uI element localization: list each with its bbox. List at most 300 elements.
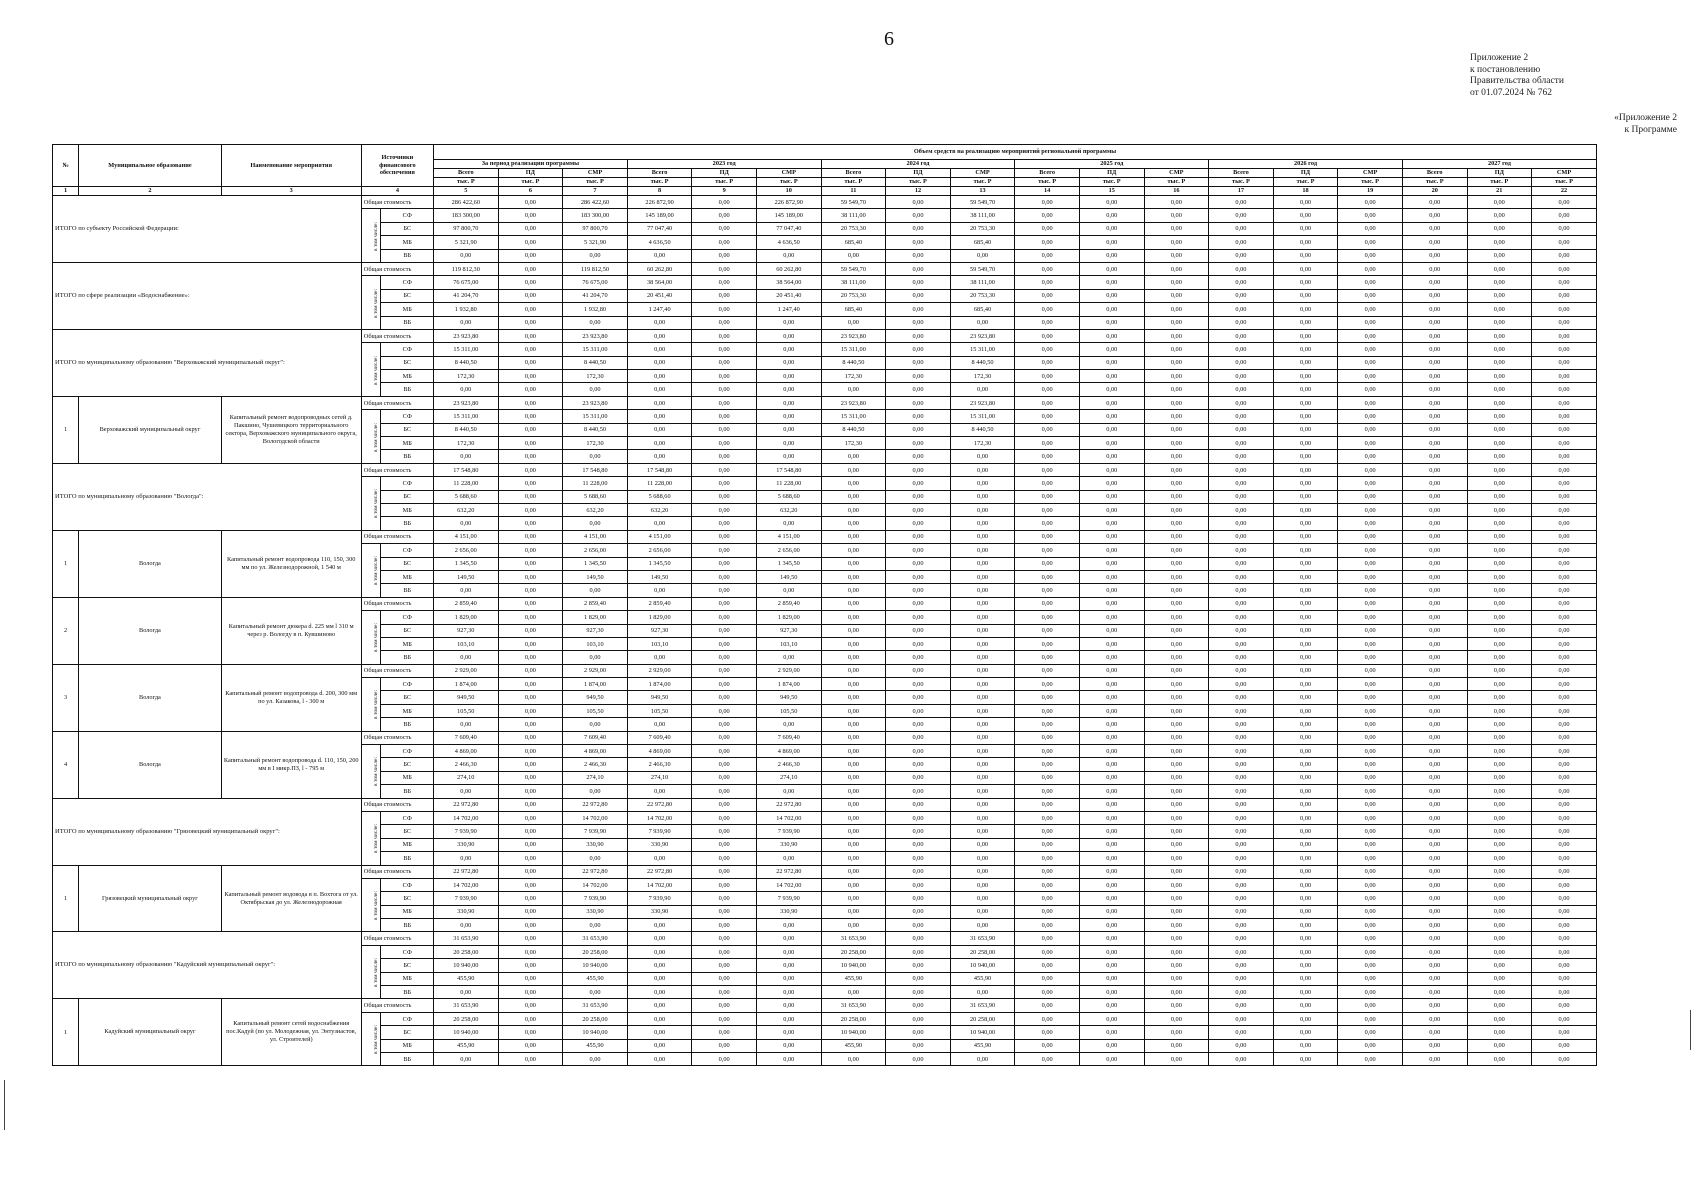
value-cell: 0,00: [1144, 664, 1209, 677]
source-label: БС: [381, 959, 434, 972]
value-cell: 2 859,40: [563, 597, 628, 610]
value-cell: 0,00: [821, 811, 886, 824]
value-cell: 0,00: [1532, 222, 1597, 235]
value-cell: 0,00: [1402, 597, 1467, 610]
value-cell: 0,00: [498, 262, 563, 275]
value-cell: 0,00: [821, 651, 886, 664]
value-cell: 0,00: [1144, 959, 1209, 972]
value-cell: 0,00: [1015, 972, 1080, 985]
value-cell: 0,00: [886, 745, 951, 758]
value-cell: 0,00: [950, 731, 1015, 744]
value-cell: 0,00: [1467, 838, 1532, 851]
vertical-label-cell: [361, 343, 381, 397]
value-cell: 0,00: [1273, 570, 1338, 583]
value-cell: 0,00: [1467, 570, 1532, 583]
value-cell: 0,00: [1467, 463, 1532, 476]
value-cell: 0,00: [1079, 798, 1144, 811]
value-cell: 0,00: [1209, 249, 1274, 262]
value-cell: 0,00: [1273, 691, 1338, 704]
value-cell: 0,00: [1338, 1053, 1403, 1066]
value-cell: 0,00: [756, 945, 821, 958]
value-cell: 0,00: [563, 785, 628, 798]
value-cell: 0,00: [627, 370, 692, 383]
value-cell: 0,00: [692, 196, 757, 209]
value-cell: 97 800,70: [563, 222, 628, 235]
value-cell: 0,00: [498, 1026, 563, 1039]
value-cell: 0,00: [1273, 544, 1338, 557]
table-row: [53, 396, 1597, 409]
value-cell: 0,00: [563, 718, 628, 731]
header-period: 2027 год: [1402, 160, 1596, 169]
value-cell: 0,00: [1015, 236, 1080, 249]
value-cell: 0,00: [1079, 611, 1144, 624]
value-cell: 0,00: [1273, 517, 1338, 530]
value-cell: 0,00: [1532, 664, 1597, 677]
vertical-label: в том числе:: [372, 489, 379, 519]
item-number: 1: [53, 530, 79, 597]
value-cell: 0,00: [1144, 865, 1209, 878]
value-cell: 0,00: [1079, 811, 1144, 824]
value-cell: 0,00: [498, 758, 563, 771]
value-cell: 0,00: [1209, 745, 1274, 758]
value-cell: 38 111,00: [950, 209, 1015, 222]
value-cell: 0,00: [1209, 637, 1274, 650]
value-cell: 0,00: [1402, 276, 1467, 289]
municipality-name: Вологда: [79, 530, 221, 597]
value-cell: 7 939,90: [434, 825, 499, 838]
value-cell: 0,00: [627, 919, 692, 932]
value-cell: 0,00: [498, 972, 563, 985]
value-cell: 0,00: [1467, 852, 1532, 865]
table-row: [53, 463, 1597, 476]
header-unit: тыс. Р: [498, 178, 563, 187]
value-cell: 0,00: [1015, 704, 1080, 717]
value-cell: 20 258,00: [821, 1012, 886, 1025]
value-cell: 2 929,00: [563, 664, 628, 677]
value-cell: 0,00: [886, 731, 951, 744]
municipality-name: Грязовецкий муниципальный округ: [79, 865, 221, 932]
value-cell: 0,00: [1532, 356, 1597, 369]
value-cell: 0,00: [692, 370, 757, 383]
value-cell: 0,00: [1015, 209, 1080, 222]
value-cell: 0,00: [1079, 838, 1144, 851]
value-cell: 0,00: [1144, 477, 1209, 490]
value-cell: 0,00: [498, 276, 563, 289]
value-cell: 685,40: [950, 303, 1015, 316]
value-cell: 0,00: [886, 544, 951, 557]
source-label: ВБ: [381, 517, 434, 530]
value-cell: 41 204,70: [563, 289, 628, 302]
header-subcolumn: Всего: [627, 169, 692, 178]
value-cell: 0,00: [498, 450, 563, 463]
value-cell: 0,00: [627, 945, 692, 958]
value-cell: 31 653,90: [821, 999, 886, 1012]
header-column-number: 11: [821, 187, 886, 196]
value-cell: 949,50: [563, 691, 628, 704]
value-cell: 0,00: [1532, 731, 1597, 744]
value-cell: 0,00: [1144, 383, 1209, 396]
value-cell: 0,00: [1209, 437, 1274, 450]
value-cell: 0,00: [498, 544, 563, 557]
source-label: СФ: [381, 945, 434, 958]
value-cell: 0,00: [498, 678, 563, 691]
value-cell: 0,00: [1273, 771, 1338, 784]
value-cell: 0,00: [756, 396, 821, 409]
value-cell: 0,00: [1338, 396, 1403, 409]
value-cell: 0,00: [950, 557, 1015, 570]
value-cell: 0,00: [1273, 343, 1338, 356]
source-label: БС: [381, 624, 434, 637]
value-cell: 7 939,90: [627, 825, 692, 838]
value-cell: 0,00: [886, 919, 951, 932]
value-cell: 5 688,60: [434, 490, 499, 503]
value-cell: 22 972,80: [563, 798, 628, 811]
value-cell: 0,00: [627, 517, 692, 530]
value-cell: 0,00: [756, 249, 821, 262]
value-cell: 8 440,50: [434, 356, 499, 369]
item-number: 3: [53, 664, 79, 731]
header-unit: тыс. Р: [563, 178, 628, 187]
header-volume: Объем средств на реализацию мероприятий региональной программы: [434, 145, 1597, 160]
value-cell: 0,00: [886, 477, 951, 490]
value-cell: 31 653,90: [950, 932, 1015, 945]
value-cell: 0,00: [692, 477, 757, 490]
source-label: БС: [381, 490, 434, 503]
value-cell: 0,00: [1144, 410, 1209, 423]
value-cell: 0,00: [1079, 959, 1144, 972]
value-cell: 0,00: [1338, 892, 1403, 905]
value-cell: 0,00: [1273, 959, 1338, 972]
value-cell: 0,00: [1273, 892, 1338, 905]
value-cell: 0,00: [1402, 959, 1467, 972]
value-cell: 0,00: [1209, 450, 1274, 463]
source-label: ВБ: [381, 852, 434, 865]
value-cell: 0,00: [1015, 517, 1080, 530]
value-cell: 0,00: [692, 570, 757, 583]
value-cell: 0,00: [434, 1053, 499, 1066]
value-cell: 0,00: [1467, 410, 1532, 423]
value-cell: 0,00: [1338, 463, 1403, 476]
value-cell: 0,00: [692, 758, 757, 771]
value-cell: 0,00: [1015, 771, 1080, 784]
value-cell: 0,00: [1079, 905, 1144, 918]
value-cell: 0,00: [1402, 745, 1467, 758]
value-cell: 0,00: [950, 584, 1015, 597]
value-cell: 0,00: [821, 745, 886, 758]
value-cell: 20 753,30: [821, 289, 886, 302]
value-cell: 0,00: [692, 316, 757, 329]
value-cell: 0,00: [1467, 865, 1532, 878]
value-cell: 0,00: [1402, 986, 1467, 999]
value-cell: 0,00: [1273, 463, 1338, 476]
value-cell: 11 228,00: [563, 477, 628, 490]
value-cell: 0,00: [1015, 196, 1080, 209]
value-cell: 0,00: [886, 597, 951, 610]
value-cell: 0,00: [1338, 878, 1403, 891]
value-cell: 0,00: [1467, 557, 1532, 570]
header-unit: тыс. Р: [886, 178, 951, 187]
value-cell: 0,00: [1532, 986, 1597, 999]
value-cell: 0,00: [1273, 383, 1338, 396]
value-cell: 0,00: [692, 236, 757, 249]
source-label: БС: [381, 691, 434, 704]
value-cell: 0,00: [1338, 838, 1403, 851]
value-cell: 0,00: [821, 611, 886, 624]
value-cell: 0,00: [1015, 905, 1080, 918]
header-column-number: 22: [1532, 187, 1597, 196]
value-cell: 172,30: [821, 370, 886, 383]
value-cell: 20 258,00: [434, 945, 499, 958]
value-cell: 0,00: [950, 477, 1015, 490]
value-cell: 0,00: [1467, 611, 1532, 624]
value-cell: 0,00: [1402, 396, 1467, 409]
value-cell: 0,00: [1144, 892, 1209, 905]
value-cell: 0,00: [1467, 1053, 1532, 1066]
value-cell: 0,00: [1467, 798, 1532, 811]
value-cell: 59 549,70: [950, 196, 1015, 209]
value-cell: 0,00: [627, 651, 692, 664]
value-cell: 0,00: [627, 999, 692, 1012]
value-cell: 0,00: [1015, 383, 1080, 396]
value-cell: 0,00: [1402, 811, 1467, 824]
value-cell: 927,30: [563, 624, 628, 637]
value-cell: 0,00: [1015, 329, 1080, 342]
value-cell: 7 609,40: [434, 731, 499, 744]
value-cell: 0,00: [1467, 825, 1532, 838]
value-cell: 0,00: [1209, 1039, 1274, 1052]
value-cell: 0,00: [1338, 1039, 1403, 1052]
value-cell: 0,00: [1467, 597, 1532, 610]
value-cell: 0,00: [821, 771, 886, 784]
value-cell: 0,00: [498, 396, 563, 409]
value-cell: 0,00: [1402, 477, 1467, 490]
value-cell: 0,00: [498, 249, 563, 262]
value-cell: 0,00: [1402, 289, 1467, 302]
value-cell: 0,00: [1015, 838, 1080, 851]
value-cell: 0,00: [692, 463, 757, 476]
value-cell: 0,00: [1015, 785, 1080, 798]
value-cell: 0,00: [1338, 704, 1403, 717]
value-cell: 77 047,40: [627, 222, 692, 235]
header-subcolumn: Всего: [434, 169, 499, 178]
value-cell: 0,00: [1209, 530, 1274, 543]
value-cell: 0,00: [1015, 570, 1080, 583]
source-label: БС: [381, 1026, 434, 1039]
value-cell: 0,00: [821, 691, 886, 704]
table-row: [53, 664, 1597, 677]
source-label: МБ: [381, 972, 434, 985]
value-cell: 0,00: [821, 731, 886, 744]
header-subcolumn: СМР: [950, 169, 1015, 178]
value-cell: 0,00: [886, 999, 951, 1012]
value-cell: 0,00: [950, 503, 1015, 516]
value-cell: 20 258,00: [821, 945, 886, 958]
value-cell: 38 111,00: [821, 209, 886, 222]
value-cell: 172,30: [950, 437, 1015, 450]
value-cell: 0,00: [1532, 262, 1597, 275]
value-cell: 0,00: [1338, 222, 1403, 235]
value-cell: 0,00: [1079, 825, 1144, 838]
value-cell: 0,00: [1467, 731, 1532, 744]
header-column-number: 4: [361, 187, 433, 196]
table-row: [53, 597, 1597, 610]
value-cell: 0,00: [1402, 423, 1467, 436]
value-cell: 0,00: [1144, 986, 1209, 999]
value-cell: 0,00: [1209, 691, 1274, 704]
value-cell: 0,00: [498, 771, 563, 784]
value-cell: 0,00: [886, 303, 951, 316]
header-column-number: 3: [221, 187, 361, 196]
value-cell: 632,20: [434, 503, 499, 516]
value-cell: 330,90: [434, 838, 499, 851]
value-cell: 0,00: [1144, 597, 1209, 610]
value-cell: 0,00: [1209, 999, 1274, 1012]
value-cell: 31 653,90: [821, 932, 886, 945]
value-cell: 0,00: [886, 329, 951, 342]
value-cell: 0,00: [627, 1012, 692, 1025]
value-cell: 330,90: [756, 838, 821, 851]
vertical-label-cell: [361, 945, 381, 999]
value-cell: 4 151,00: [756, 530, 821, 543]
source-label: МБ: [381, 704, 434, 717]
value-cell: 15 311,00: [563, 343, 628, 356]
header-column-number: 15: [1079, 187, 1144, 196]
value-cell: 0,00: [563, 919, 628, 932]
event-name: Капитальный ремонт водовода в п. Вохтога от ул. Октябрьская до ул. Железнодорожная: [221, 865, 361, 932]
value-cell: 0,00: [692, 611, 757, 624]
value-cell: 0,00: [1015, 584, 1080, 597]
value-cell: 0,00: [1015, 396, 1080, 409]
value-cell: 0,00: [1273, 1012, 1338, 1025]
value-cell: 0,00: [886, 611, 951, 624]
value-cell: 0,00: [1144, 196, 1209, 209]
value-cell: 0,00: [1402, 209, 1467, 222]
value-cell: 22 972,80: [434, 865, 499, 878]
value-cell: 0,00: [1467, 423, 1532, 436]
vertical-label: в том числе:: [372, 556, 379, 586]
value-cell: 0,00: [1079, 289, 1144, 302]
value-cell: 4 151,00: [434, 530, 499, 543]
vertical-label-cell: [361, 811, 381, 865]
event-name: Капитальный ремонт водопровода d. 110, 150, 200 мм в I микр.ПЗ, l - 795 м: [221, 731, 361, 798]
value-cell: 11 228,00: [627, 477, 692, 490]
value-cell: 0,00: [1467, 356, 1532, 369]
value-cell: 0,00: [886, 704, 951, 717]
value-cell: 0,00: [821, 316, 886, 329]
value-cell: 0,00: [756, 517, 821, 530]
value-cell: 0,00: [1467, 450, 1532, 463]
value-cell: 0,00: [886, 410, 951, 423]
value-cell: 0,00: [821, 584, 886, 597]
header-column-number: 10: [756, 187, 821, 196]
source-label: БС: [381, 825, 434, 838]
value-cell: 0,00: [886, 557, 951, 570]
value-cell: 274,10: [627, 771, 692, 784]
value-cell: 0,00: [434, 316, 499, 329]
value-cell: 0,00: [821, 798, 886, 811]
header-subcolumn: ПД: [692, 169, 757, 178]
value-cell: 0,00: [1338, 570, 1403, 583]
value-cell: 172,30: [821, 437, 886, 450]
value-cell: 0,00: [950, 530, 1015, 543]
source-label: СФ: [381, 611, 434, 624]
value-cell: 0,00: [1209, 731, 1274, 744]
vertical-label: в том числе:: [372, 1025, 379, 1055]
value-cell: 0,00: [1015, 370, 1080, 383]
value-cell: 0,00: [1532, 437, 1597, 450]
value-cell: 0,00: [1079, 986, 1144, 999]
value-cell: 949,50: [756, 691, 821, 704]
value-cell: 0,00: [498, 517, 563, 530]
value-cell: 330,90: [563, 838, 628, 851]
value-cell: 0,00: [1273, 530, 1338, 543]
value-cell: 172,30: [563, 370, 628, 383]
value-cell: 15 311,00: [950, 410, 1015, 423]
value-cell: 105,50: [434, 704, 499, 717]
value-cell: 0,00: [1273, 852, 1338, 865]
value-cell: 0,00: [498, 838, 563, 851]
value-cell: 0,00: [627, 718, 692, 731]
value-cell: 0,00: [1015, 463, 1080, 476]
source-label: ВБ: [381, 651, 434, 664]
value-cell: 0,00: [1144, 236, 1209, 249]
page-number: 6: [884, 28, 894, 50]
value-cell: 0,00: [1467, 651, 1532, 664]
header-subcolumn: Всего: [1402, 169, 1467, 178]
value-cell: 0,00: [1079, 396, 1144, 409]
header-unit: тыс. Р: [1402, 178, 1467, 187]
value-cell: 20 258,00: [950, 945, 1015, 958]
value-cell: 0,00: [498, 222, 563, 235]
value-cell: 0,00: [1467, 222, 1532, 235]
value-cell: 0,00: [821, 530, 886, 543]
source-label: Общая стоимость: [361, 664, 433, 677]
value-cell: 20 258,00: [950, 1012, 1015, 1025]
value-cell: 0,00: [692, 396, 757, 409]
value-cell: 2 929,00: [627, 664, 692, 677]
value-cell: 0,00: [692, 986, 757, 999]
vertical-label-cell: [361, 745, 381, 799]
value-cell: 0,00: [950, 637, 1015, 650]
value-cell: 0,00: [886, 262, 951, 275]
value-cell: 0,00: [498, 343, 563, 356]
value-cell: 0,00: [692, 503, 757, 516]
value-cell: 0,00: [1532, 745, 1597, 758]
value-cell: 7 939,90: [434, 892, 499, 905]
value-cell: 0,00: [434, 785, 499, 798]
value-cell: 0,00: [1144, 503, 1209, 516]
source-label: МБ: [381, 236, 434, 249]
value-cell: 0,00: [1079, 597, 1144, 610]
value-cell: 0,00: [756, 785, 821, 798]
value-cell: 0,00: [1402, 303, 1467, 316]
value-cell: 0,00: [1079, 477, 1144, 490]
value-cell: 0,00: [1144, 209, 1209, 222]
value-cell: 0,00: [1079, 919, 1144, 932]
value-cell: 7 609,40: [563, 731, 628, 744]
value-cell: 0,00: [1532, 637, 1597, 650]
header-column-number: 13: [950, 187, 1015, 196]
value-cell: 0,00: [498, 196, 563, 209]
value-cell: 0,00: [886, 664, 951, 677]
value-cell: 10 940,00: [821, 1026, 886, 1039]
header-column-number: 18: [1273, 187, 1338, 196]
value-cell: 0,00: [1209, 919, 1274, 932]
value-cell: 8 440,50: [434, 423, 499, 436]
value-cell: 0,00: [1209, 329, 1274, 342]
value-cell: 685,40: [950, 236, 1015, 249]
value-cell: 0,00: [1144, 731, 1209, 744]
